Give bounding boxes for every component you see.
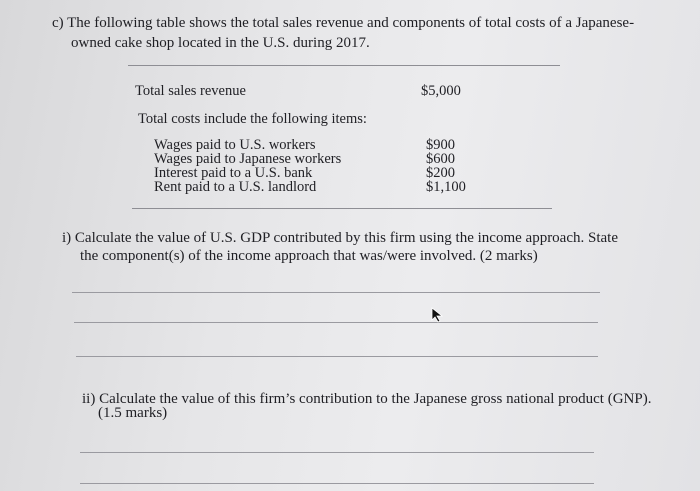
cost-item-label: Wages paid to U.S. workers — [154, 137, 316, 153]
question-ii-label: ii) — [82, 391, 96, 407]
question-ii-line1: Calculate the value of this firm’s contribution to the Japanese gross national product (GNP). — [99, 391, 652, 407]
cost-item-value: $900 — [426, 137, 455, 153]
question-c-line2: owned cake shop located in the U.S. during 2017. — [71, 35, 370, 51]
question-c-label: c) — [52, 15, 64, 31]
question-c — [52, 14, 672, 33]
cost-item-value: $1,100 — [426, 179, 466, 195]
revenue-value: $5,000 — [421, 83, 461, 99]
question-ii — [82, 390, 682, 409]
question-i-line2: the component(s) of the income approach that was/were involved. (2 marks) — [80, 248, 538, 264]
answer-line[interactable] — [76, 356, 598, 357]
cost-item-label: Wages paid to Japanese workers — [154, 151, 342, 167]
question-i-label: i) — [62, 230, 72, 246]
question-i — [62, 229, 662, 248]
question-ii-line2: (1.5 marks) — [98, 405, 168, 421]
question-c-line1: The following table shows the total sales revenue and components of total costs of a Japanese- — [67, 15, 635, 31]
cost-item-label: Interest paid to a U.S. bank — [154, 165, 313, 181]
answer-line[interactable] — [80, 483, 594, 484]
revenue-label: Total sales revenue — [135, 83, 246, 99]
cost-item-label: Rent paid to a U.S. landlord — [154, 179, 317, 195]
question-i-line1: Calculate the value of U.S. GDP contributed by this firm using the income approach. State — [74, 230, 618, 246]
answer-line[interactable] — [74, 322, 598, 323]
cost-item-value: $600 — [426, 151, 455, 167]
table-bottom-rule — [132, 208, 552, 209]
mouse-pointer-icon — [430, 307, 444, 323]
cost-item-value: $200 — [426, 165, 455, 181]
table-top-rule — [128, 65, 560, 66]
answer-line[interactable] — [72, 292, 600, 293]
answer-line[interactable] — [80, 452, 594, 453]
costs-heading: Total costs include the following items: — [138, 111, 367, 127]
